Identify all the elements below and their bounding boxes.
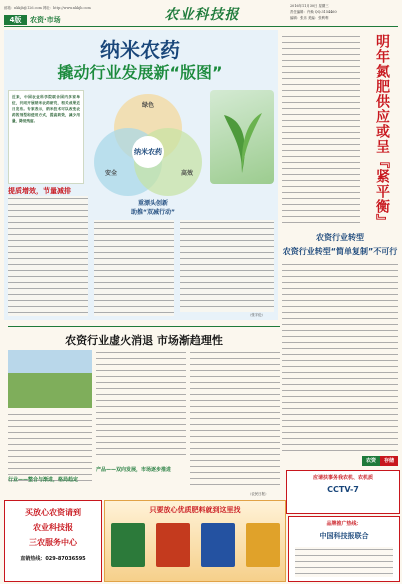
contact-line: 邮箱：nkkjb@126.com 网址：http://www.nkkjb.com — [4, 6, 91, 10]
intro-box — [8, 90, 84, 184]
subscribe-line-3: 三农服务中心 — [29, 538, 77, 547]
date-line: 2016年11月30日 星期三 — [290, 4, 329, 8]
venn-label-top: 绿色 — [141, 102, 154, 109]
bottom-body-col3 — [190, 350, 280, 490]
subscribe-ad-box — [4, 500, 102, 582]
sidebar-article-body — [282, 34, 360, 224]
intro-text: 近来，中国农业科学院联合国内多家单位，共同开展纳米农药研究，相关成果近日发布。专家表示，纳米技术可以改变农药的剂型和使用方式，提高药效，减少用量，降低残留。 — [12, 95, 80, 123]
fertilizer-bag-4 — [246, 523, 280, 567]
tag-badge-2: 存储 — [380, 456, 398, 466]
farm-photo — [8, 350, 92, 408]
right-ad-body — [295, 547, 393, 577]
right-ad-brand: 中国科技报联合 — [319, 532, 369, 540]
subscribe-line-2: 农业科技报 — [33, 523, 73, 532]
article-body-col2 — [94, 220, 174, 316]
center-ad-box — [104, 500, 286, 582]
sidebar-subhead-1: 农资行业转型 — [316, 233, 364, 242]
page-number-badge: 4版 — [4, 15, 27, 25]
leaf-icon — [220, 105, 264, 175]
bottom-headline: 农资行业虚火消退 市场渐趋理性 — [65, 334, 223, 347]
sidebar-headline: 明年氮肥供应或呈『紧平衡』 — [374, 34, 390, 229]
bottom-author: （农民日报） — [248, 492, 269, 496]
subscribe-line-1: 买放心农资请到 — [25, 508, 81, 517]
feature-subtitle: 撬动行业发展新“版图” — [57, 63, 223, 82]
editor-line: 责任编辑：许焕 QQ:3154460 — [290, 10, 337, 14]
venn-label-left: 安全 — [104, 170, 117, 177]
sidebar-article-body-2 — [282, 262, 398, 452]
tv-ad-box — [286, 470, 400, 514]
subscribe-phone: 直销热线：029-87036595 — [20, 556, 86, 562]
sidebar-subhead-2: 农资行业转型“简单复制”不可行 — [282, 247, 398, 256]
caption-title-1: 重漂头创新 — [137, 200, 168, 207]
tv-ad-brand: CCTV-7 — [327, 485, 359, 494]
newspaper-logo: 农业科技报 — [164, 7, 240, 23]
center-ad-title: 只要放心优质肥料就到这里找 — [149, 506, 241, 514]
article-body-col1 — [8, 196, 88, 316]
caption-title-2: 助推“双减行动” — [131, 209, 175, 216]
section-name: 农资·市场 — [30, 16, 61, 24]
bottom-sub2: 产品——双向发展，市场逐步推进 — [96, 467, 172, 473]
section-rule — [8, 326, 280, 327]
feature-author: （张宇伦） — [248, 313, 265, 317]
article-body-col3 — [180, 220, 274, 312]
bottom-body-col1 — [8, 412, 92, 482]
bottom-body-col2 — [96, 350, 186, 460]
venn-center-label: 纳米农药 — [134, 148, 162, 156]
section-subtitle: 提质增效，节量减排 — [8, 187, 71, 195]
fertilizer-bag-2 — [156, 523, 190, 567]
right-ad-box — [288, 516, 400, 582]
bottom-sub1: 行业——整合与渐进，格局趋定 — [8, 477, 79, 483]
right-ad-title: 品牌推广热线： — [326, 521, 362, 527]
fertilizer-bag-1 — [111, 523, 145, 567]
venn-label-right: 高效 — [180, 170, 193, 177]
editor-line-2: 编辑：张乐 美编：张利利 — [290, 16, 329, 20]
feature-title: 纳米农药 — [100, 38, 180, 62]
masthead-rule — [4, 26, 398, 27]
fertilizer-bag-3 — [201, 523, 235, 567]
tv-ad-title: 应请扶事务我农机、农机质 — [312, 475, 373, 481]
tag-badge-1: 农资 — [362, 456, 380, 466]
